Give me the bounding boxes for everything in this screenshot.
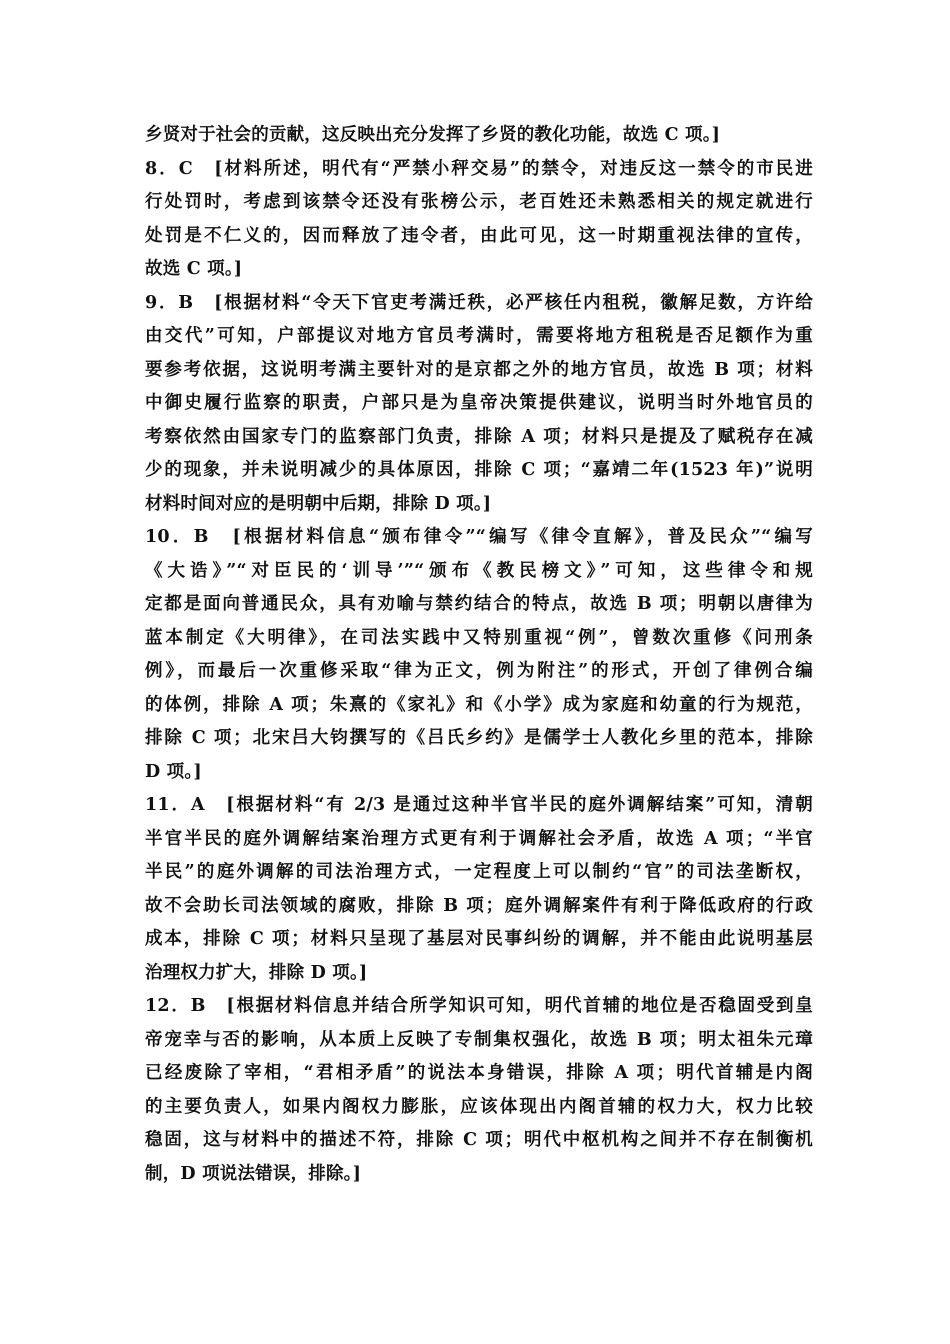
text-line: 故选 C 项。] <box>145 259 243 279</box>
text-line: 蓝本制定《大明律》，在司法实践中又特别重视“例”，曾数次重修《问刑条 <box>145 627 813 648</box>
text-line: 制，D 项说法错误，排除。] <box>145 1163 362 1184</box>
text-line: 稳固，这与材料中的描述不符，排除 C 项；明代中枢机构之间并不存在制衡机 <box>145 1130 813 1150</box>
text-line: 治理权力扩大，排除 D 项。] <box>145 962 368 983</box>
text-line: 中御史履行监察的职责，户部只是为皇帝决策提供建议，说明当时外地官员的 <box>145 393 813 413</box>
text-line: 定都是面向普通民众，具有劝喻与禁约结合的特点，故选 B 项；明朝以唐律为 <box>145 594 813 614</box>
text-line: 的体例，排除 A 项；朱熹的《家礼》和《小学》成为家庭和幼童的行为规范， <box>145 694 813 715</box>
text-line: 要参考依据，这说明考满主要针对的是京都之外的地方官员，故选 B 项；材料 <box>145 359 813 380</box>
text-line: 例》，而最后一次重修采取“律为正文，例为附注”的形式，开创了律例合编 <box>145 661 813 681</box>
text-line: 故不会助长司法领域的腐败，排除 B 项；庭外调解案件有利于降低政府的行政 <box>145 895 813 916</box>
text-line: 乡贤对于社会的贡献，这反映出充分发挥了乡贤的教化功能，故选 C 项。] <box>145 125 721 145</box>
text-line: 半官半民的庭外调解结案治理方式更有利于调解社会矛盾，故选 A 项；“半官 <box>145 828 813 849</box>
text-line: 处罚是不仁义的，因而释放了违令者，由此可见，这一时期重视法律的宣传， <box>145 225 813 246</box>
answer-11-line: 11．A [根据材料“有 2/3 是通过这种半官半民的庭外调解结案”可知，清朝 <box>145 795 813 815</box>
answer-9-line: 9．B [根据材料“令天下官吏考满迁秩，必严核任内租税，徽解足数，方许给 <box>145 292 813 313</box>
text-line: 行处罚时，考虑到该禁令还没有张榜公示，老百姓还未熟悉相关的规定就进行 <box>145 192 813 212</box>
text-line: D 项。] <box>145 761 202 782</box>
answer-explanations <box>145 119 813 1191</box>
answer-12-line: 12．B [根据材料信息并结合所学知识可知，明代首辅的地位是否稳固受到皇 <box>145 996 813 1016</box>
text-line: 考察依然由国家专门的监察部门负责，排除 A 项；材料只是提及了赋税存在减 <box>145 426 813 447</box>
text-line: 已经废除了宰相，“君相矛盾”的说法本身错误，排除 A 项；明代首辅是内阁 <box>145 1063 813 1083</box>
text-line: 的主要负责人，如果内阁权力膨胀，应该体现出内阁首辅的权力大，权力比较 <box>145 1096 813 1117</box>
text-line: 帝宠幸与否的影响，从本质上反映了专制集权强化，故选 B 项；明太祖朱元璋 <box>145 1029 813 1050</box>
answer-8-line: 8．C [材料所述，明代有“严禁小秤交易”的禁令，对违反这一禁令的市民进 <box>145 158 813 179</box>
text-line: 少的现象，并未说明减少的具体原因，排除 C 项；“嘉靖二年(1523 年)”说明 <box>145 460 813 480</box>
text-line: 材料时间对应的是明朝中后期，排除 D 项。] <box>145 493 492 514</box>
text-line: 半民”的庭外调解的司法治理方式，一定程度上可以制约“官”的司法垄断权， <box>145 862 813 882</box>
text-line: 《大诰》”“对臣民的‘训导’”“颁布《教民榜文》”可知，这些律令和规 <box>145 560 813 581</box>
answer-10-line: 10．B [根据材料信息“颁布律令”“编写《律令直解》，普及民众”“编写 <box>145 527 813 547</box>
text-line: 成本，排除 C 项；材料只呈现了基层对民事纠纷的调解，并不能由此说明基层 <box>145 929 813 949</box>
text-line: 排除 C 项；北宋吕大钧撰写的《吕氏乡约》是儒学士人教化乡里的范本，排除 <box>145 728 813 748</box>
text-line: 由交代”可知，户部提议对地方官员考满时，需要将地方租税是否足额作为重 <box>145 326 813 346</box>
